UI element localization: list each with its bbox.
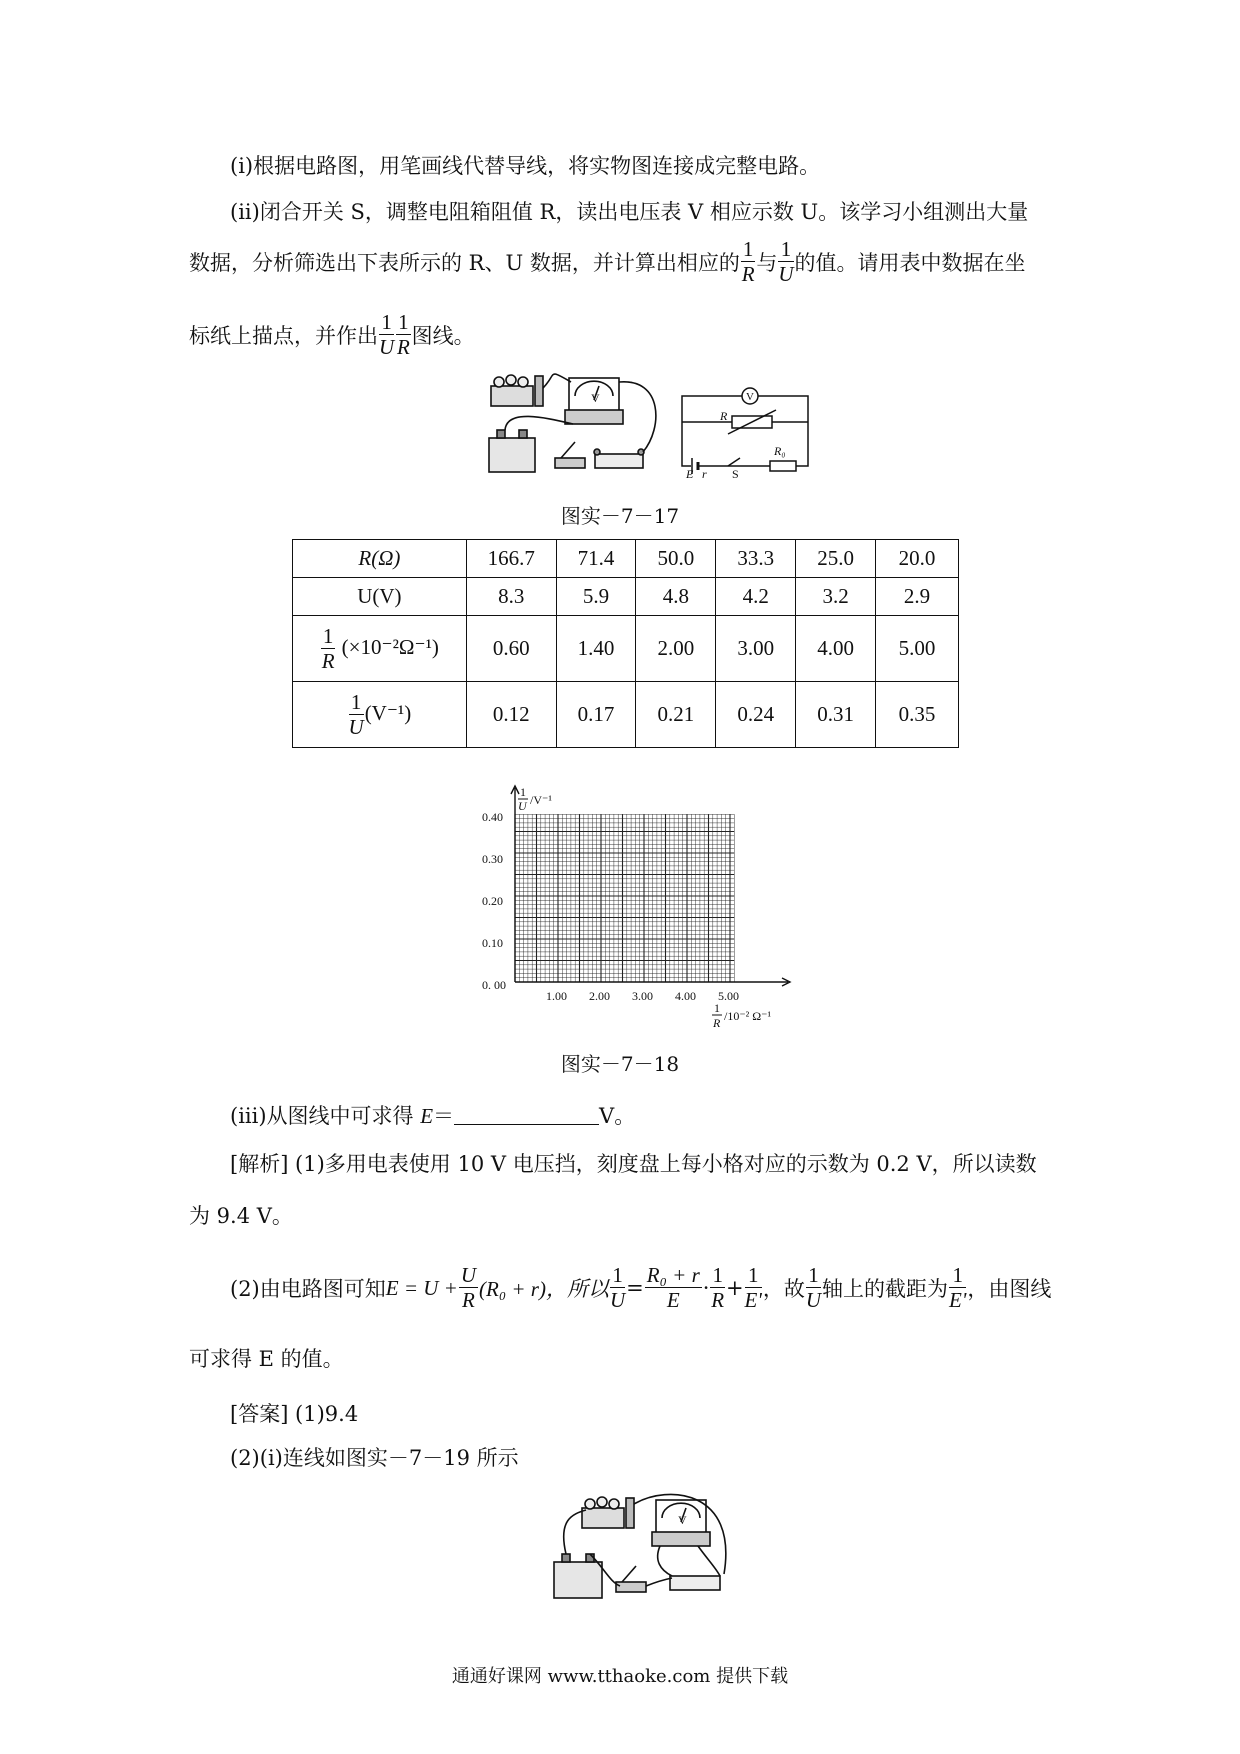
frac-num: 1	[745, 1265, 762, 1288]
cell-R: 33.3	[716, 540, 796, 578]
frac-1-over-R	[741, 239, 756, 285]
part-ii-line3-b: 图线。	[411, 324, 475, 348]
part-iii-eq: ＝	[433, 1104, 455, 1128]
apparatus-wired-illustration	[548, 1490, 748, 1608]
answer-line1: [答案] (1)9.4	[230, 1402, 359, 1426]
part-ii-line2-c: 的值。请用表中数据在坐	[794, 251, 1026, 275]
frac-1-over-R	[321, 623, 336, 673]
frac-den: R	[397, 335, 410, 359]
frac-num: 1	[742, 237, 754, 261]
analysis-l3h: 轴上的截距为	[822, 1277, 949, 1301]
answer-line2: (2)(i)连线如图实－7－19 所示	[230, 1446, 519, 1470]
circuit-e-label: E	[686, 467, 694, 480]
cell-invR: 5.00	[876, 616, 959, 682]
cell-invU: 0.17	[556, 682, 636, 748]
frac-num: 1	[949, 1265, 966, 1288]
eq-dot: ·	[702, 1276, 710, 1300]
cell-invU: 0.24	[716, 682, 796, 748]
frac-den: U	[379, 335, 395, 359]
frac-num: 1	[712, 1263, 723, 1287]
x-tick: 3.00	[632, 989, 653, 1003]
frac-den: R	[741, 262, 755, 286]
row-R	[293, 540, 959, 578]
part-iii-E: E	[420, 1104, 434, 1128]
part-ii-line3-a: 标纸上描点，并作出	[189, 324, 378, 348]
eq-e-u: E = U +	[385, 1275, 458, 1300]
part-iii-suffix: V。	[599, 1104, 636, 1128]
frac-den: E	[666, 1288, 680, 1312]
row-U	[293, 578, 959, 616]
cell-invR: 3.00	[716, 616, 796, 682]
cell-R: 71.4	[556, 540, 636, 578]
header-invR-unit: (×10⁻²Ω⁻¹)	[341, 634, 439, 659]
part-ii-line2-a: 数据，分析筛选出下表所示的 R、U 数据，并计算出相应的	[189, 251, 740, 275]
cell-invU: 0.31	[796, 682, 876, 748]
circuit-s-label: S	[732, 467, 739, 480]
frac-den: E'	[744, 1288, 762, 1312]
frac-1-over-U	[348, 689, 364, 739]
cell-U: 4.2	[716, 578, 796, 616]
x-label-unit: /10⁻² Ω⁻¹	[724, 1009, 772, 1023]
frac-1-over-U	[610, 1265, 625, 1311]
x-tick: 1.00	[546, 989, 567, 1003]
frac-den: U	[778, 262, 794, 286]
analysis-line4: 可求得 E 的值。	[189, 1347, 344, 1371]
apparatus-illustration	[487, 368, 667, 478]
frac-1-over-R	[710, 1265, 725, 1311]
frac-num: 1	[379, 312, 394, 335]
y-tick: 0.20	[482, 894, 503, 908]
frac-num: 1	[806, 1265, 821, 1288]
y-tick: 0.10	[482, 936, 503, 950]
meter-v-label: V	[591, 391, 600, 405]
frac-r0r-over-E	[645, 1265, 702, 1311]
eq-plus: +	[725, 1276, 744, 1300]
frac-den: U	[805, 1288, 822, 1312]
analysis-line1: [解析] (1)多用电表使用 10 V 电压挡，刻度盘上每小格对应的示数为 0.2 V，所以读数	[230, 1152, 1037, 1176]
cell-U: 2.9	[876, 578, 959, 616]
cell-invR: 0.60	[466, 616, 556, 682]
frac-num: 1	[349, 692, 364, 715]
header-invU	[293, 682, 467, 748]
analysis-l3i: ，由图线	[967, 1277, 1052, 1301]
header-R-text: R(Ω)	[358, 546, 401, 570]
cell-R: 166.7	[466, 540, 556, 578]
row-invU	[293, 682, 959, 748]
cell-invR: 4.00	[796, 616, 876, 682]
footer: 通通好课网 www.tthaoke.com 提供下载	[451, 1666, 789, 1687]
cell-U: 4.8	[636, 578, 716, 616]
y-label-unit: /V⁻¹	[530, 793, 552, 807]
frac-den: R	[321, 648, 335, 673]
cell-invU: 0.35	[876, 682, 959, 748]
analysis-line2: 为 9.4 V。	[189, 1204, 293, 1228]
origin-label: 0. 00	[482, 978, 506, 992]
frac-U-over-R	[459, 1265, 478, 1311]
circuit-v-label: V	[746, 391, 754, 403]
part-ii-line3	[189, 310, 475, 360]
eq-equals: =	[626, 1276, 644, 1300]
frac-num: 1	[322, 623, 334, 648]
part-ii-line2	[189, 237, 1026, 287]
graph-paper	[470, 780, 810, 1040]
figure-17-caption: 图实－7－17	[560, 504, 680, 528]
header-U	[293, 578, 467, 616]
meter-v-label: V	[678, 1513, 687, 1527]
part-iii-prefix: (iii)从图线中可求得	[230, 1104, 421, 1128]
cell-U: 5.9	[556, 578, 636, 616]
frac-den: U	[348, 714, 364, 739]
graph-grid	[515, 814, 734, 982]
circuit-diagram	[680, 380, 815, 480]
x-label-num: 1	[714, 1001, 720, 1015]
frac-den: R	[462, 1288, 475, 1312]
frac-den: E'	[949, 1288, 967, 1312]
cell-U: 3.2	[796, 578, 876, 616]
frac-1-over-R	[396, 312, 411, 358]
header-invU-unit: (V⁻¹)	[364, 700, 412, 725]
analysis-l3a: (2)由电路图可知	[230, 1277, 386, 1301]
circuit-small-r-label: r	[702, 467, 707, 480]
data-table	[292, 539, 959, 748]
header-invR	[293, 616, 467, 682]
frac-1-over-Ep	[745, 1265, 762, 1311]
analysis-l3g: ，故	[762, 1277, 805, 1301]
x-tick: 2.00	[589, 989, 610, 1003]
frac-1-over-U	[806, 1265, 821, 1311]
circuit-r0-label: R₀	[774, 444, 786, 458]
x-label-den: R	[713, 1016, 721, 1030]
eq-r0-r: (R₀ + r)，所以	[479, 1277, 609, 1301]
x-tick: 4.00	[675, 989, 696, 1003]
cell-invR: 2.00	[636, 616, 716, 682]
frac-num: R₀ + r	[646, 1263, 700, 1287]
frac-1-over-U	[778, 239, 793, 285]
frac-num: U	[460, 1263, 477, 1287]
cell-R: 50.0	[636, 540, 716, 578]
cell-invU: 0.12	[466, 682, 556, 748]
cell-invU: 0.21	[636, 682, 716, 748]
analysis-line3	[230, 1260, 1051, 1316]
frac-num: 1	[610, 1265, 625, 1288]
y-tick: 0.40	[482, 810, 503, 824]
part-ii-line2-b: 与	[756, 251, 778, 275]
frac-num: 1	[778, 239, 793, 262]
y-label-num: 1	[520, 785, 526, 799]
part-iii-line	[230, 1100, 635, 1130]
header-U-text: U(V)	[357, 584, 402, 608]
cell-U: 8.3	[466, 578, 556, 616]
row-invR	[293, 616, 959, 682]
frac-den: U	[609, 1288, 626, 1312]
cell-R: 25.0	[796, 540, 876, 578]
y-tick: 0.30	[482, 852, 503, 866]
part-ii-line1: (ii)闭合开关 S，调整电阻箱阻值 R，读出电压表 V 相应示数 U。该学习小组测出大量	[230, 200, 1029, 224]
frac-1-over-U	[379, 312, 394, 358]
frac-num: 1	[398, 310, 409, 334]
figure-18-caption: 图实－7－18	[560, 1052, 680, 1076]
cell-R: 20.0	[876, 540, 959, 578]
cell-invR: 1.40	[556, 616, 636, 682]
answer-blank[interactable]	[454, 1104, 599, 1125]
frac-1-over-Ep	[949, 1265, 966, 1311]
x-tick: 5.00	[718, 989, 739, 1003]
y-label-den: U	[518, 799, 527, 813]
circuit-r-label: R	[720, 409, 728, 423]
part-i-text: (i)根据电路图，用笔画线代替导线，将实物图连接成完整电路。	[230, 154, 821, 178]
header-R	[293, 540, 467, 578]
frac-den: R	[711, 1288, 725, 1312]
